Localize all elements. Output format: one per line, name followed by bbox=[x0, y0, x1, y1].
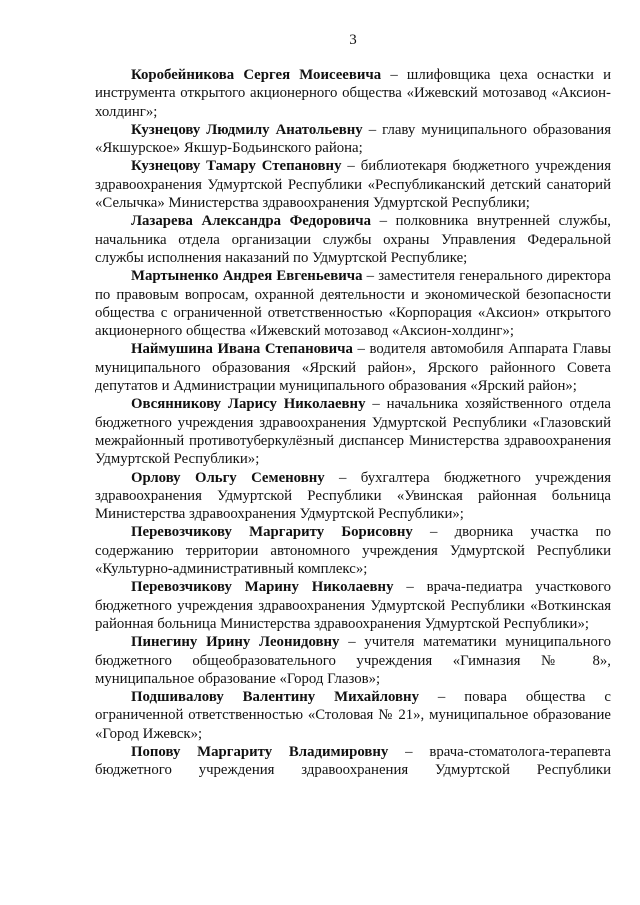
person-position: – врача-педиатра участкового бюджетного учреждения здравоохранения Удмуртской Республики «Воткинская районная больница Министерства здравоохранения Удмуртской Республики»; bbox=[95, 579, 611, 632]
person-name: Орлову Ольгу Семеновну bbox=[131, 469, 325, 486]
person-name: Наймушина Ивана Степановича bbox=[131, 341, 353, 358]
list-item bbox=[95, 578, 611, 633]
list-item bbox=[95, 688, 611, 743]
person-name: Лазарева Александра Федоровича bbox=[131, 213, 372, 230]
person-name: Перевозчикову Маргариту Борисовну bbox=[131, 524, 413, 541]
document-body bbox=[95, 66, 611, 780]
list-item bbox=[95, 66, 611, 121]
page-number: 3 bbox=[349, 32, 357, 48]
person-name: Коробейникова Сергея Моисеевича bbox=[131, 67, 382, 83]
person-name: Мартыненко Андрея Евгеньевича bbox=[131, 268, 363, 285]
list-item bbox=[95, 157, 611, 212]
person-name: Подшивалову Валентину Михайловну bbox=[131, 689, 419, 706]
list-item bbox=[95, 469, 611, 524]
list-item bbox=[95, 633, 611, 688]
list-item bbox=[95, 267, 611, 340]
person-position: – повара общества с ограниченной ответственностью «Столовая № 21», муниципальное образование «Город Ижевск»; bbox=[95, 689, 611, 742]
list-item bbox=[95, 743, 611, 780]
list-item bbox=[95, 523, 611, 578]
list-item bbox=[95, 121, 611, 158]
person-position: – шлифовщика цеха оснастки и инструмента открытого акционерного общества «Ижевский мотозавод «Аксион-холдинг»; bbox=[95, 67, 611, 120]
list-item bbox=[95, 340, 611, 395]
person-position: – учителя математики муниципального бюджетного общеобразовательного учреждения «Гимназия № 8», муниципальное образование «Город Глазов»; bbox=[95, 634, 611, 687]
person-position: – полковника внутренней службы, начальника отдела организации службы охраны Управления Федеральной службы исполнения наказаний по Удмуртской Республике; bbox=[95, 213, 611, 266]
person-name: Кузнецову Тамару Степановну bbox=[131, 158, 342, 175]
person-position: – главу муниципального образования «Якшурское» Якшур-Бодьинского района; bbox=[95, 121, 611, 157]
person-position: – заместителя генерального директора по правовым вопросам, охранной деятельности и экономической безопасности общества с ограниченной ответственностью «Корпорация «Аксион» открытого акционерного общества «Ижевский мотозавод «Аксион-холдинг»; bbox=[95, 268, 611, 340]
person-position: – дворника участка по содержанию территории автономного учреждения Удмуртской Республики «Культурно-административный комплекс»; bbox=[95, 524, 611, 578]
person-position: – врача-стоматолога-терапевта бюджетного учреждения здравоохранения Удмуртской Республики bbox=[95, 743, 611, 779]
person-name: Пинегину Ирину Леонидовну bbox=[131, 634, 340, 651]
list-item bbox=[95, 212, 611, 267]
person-position: – водителя автомобиля Аппарата Главы муниципального образования «Ярский район», Ярского районного Совета депутатов и Администрации муниципального образования «Ярский район»; bbox=[95, 341, 612, 395]
person-name: Кузнецову Людмилу Анатольевну bbox=[131, 121, 363, 138]
person-name: Перевозчикову Марину Николаевну bbox=[131, 579, 394, 596]
person-name: Попову Маргариту Владимировну bbox=[131, 743, 389, 760]
person-position: – начальника хозяйственного отдела бюджетного учреждения здравоохранения Удмуртской Республики «Глазовский межрайонный противотуберкулёзный диспансер Министерства здравоохранения Удмуртской Республики»; bbox=[95, 396, 611, 468]
person-name: Овсянникову Ларису Николаевну bbox=[131, 396, 366, 413]
list-item bbox=[95, 395, 611, 468]
person-position: – библиотекаря бюджетного учреждения здравоохранения Удмуртской Республики «Республиканский детский санаторий «Селычка» Министерства здравоохранения Удмуртской Республики; bbox=[95, 158, 611, 212]
person-position: – бухгалтера бюджетного учреждения здравоохранения Удмуртской Республики «Увинская районная больница Министерства здравоохранения Удмуртской Республики»; bbox=[95, 469, 611, 523]
